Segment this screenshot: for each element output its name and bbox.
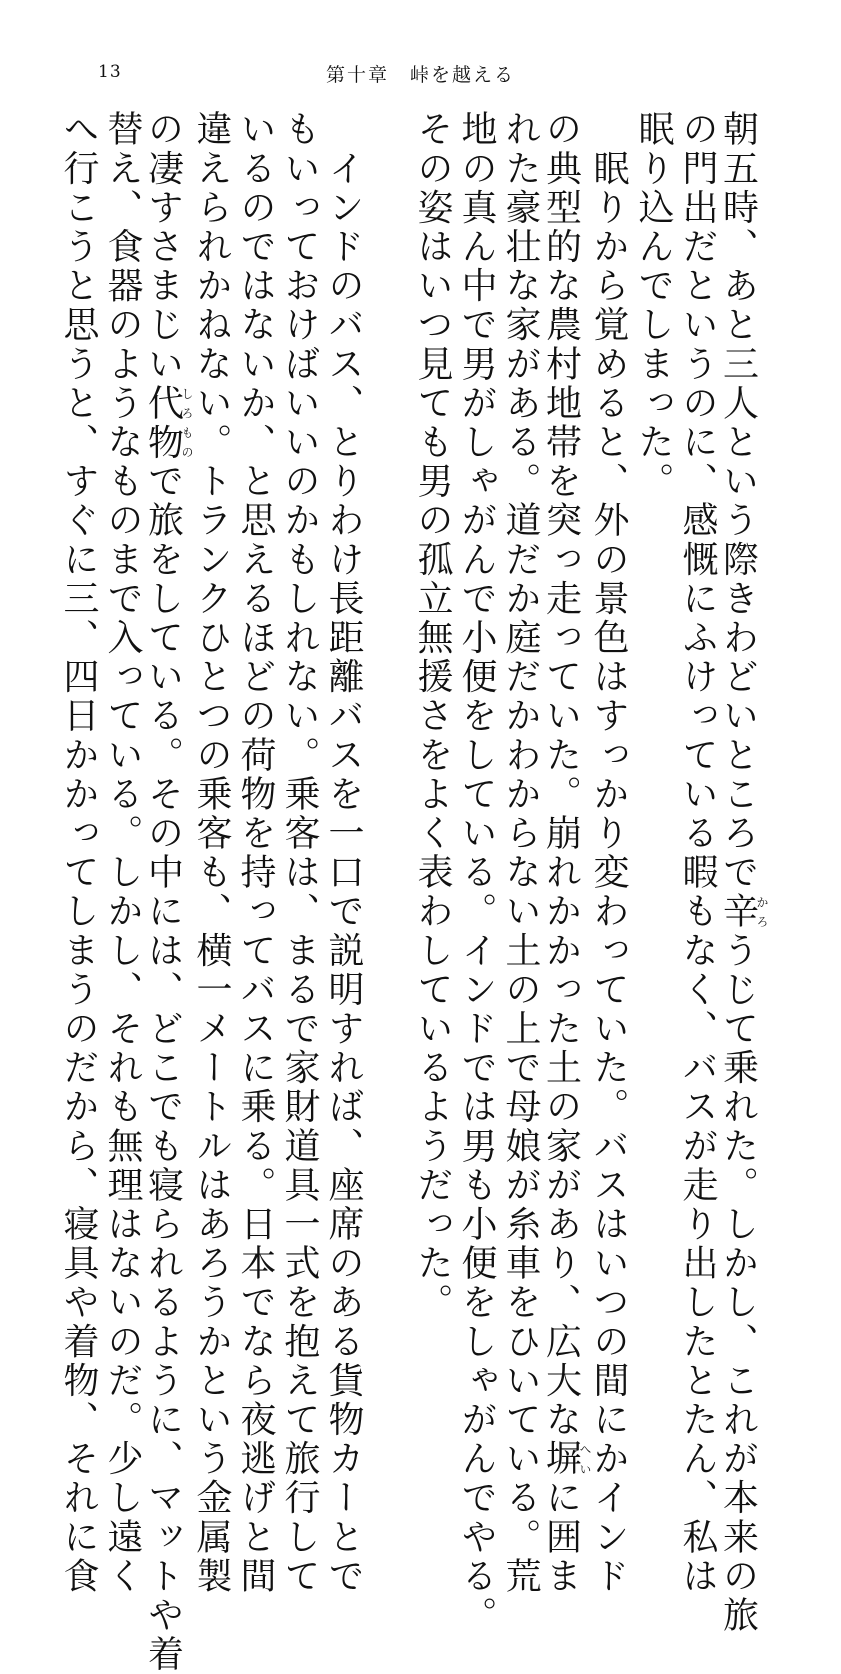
furigana-reading: かろ bbox=[755, 892, 769, 932]
text-column: インドのバス、とりわけ長距離バスを一口で説明すれば、座席のある貨物カーとで bbox=[323, 110, 364, 1596]
text-column: の凄すさまじい代物しろもので旅をしている。その中には、どこでも寝られるように、マットや着 bbox=[142, 110, 194, 1674]
text-column: れた豪壮な家がある。道だか庭だかわからない土の上で母娘が糸車をひいている。荒 bbox=[500, 110, 541, 1596]
text-column: 眠り込んでしまった。 bbox=[633, 110, 674, 501]
furigana: 代物しろもの bbox=[142, 383, 194, 462]
furigana: 辛かろ bbox=[717, 892, 769, 932]
text-column: その姿はいつ見ても男の孤立無援さをよく表わしているようだった。 bbox=[412, 110, 453, 1323]
text-column: 地の真ん中で男がしゃがんで小便をしている。インドでは男も小便をしゃがんでやる。 bbox=[456, 110, 497, 1635]
text-column: へ行こうと思うと、すぐに三、四日かかってしまうのだから、寝具や着物、それに食 bbox=[58, 110, 99, 1596]
furigana-reading: へい bbox=[578, 1439, 592, 1479]
text-column: の門出だというのに、感慨にふけっている暇もなく、バスが走り出したとたん、私は bbox=[677, 110, 718, 1596]
furigana: 塀へい bbox=[540, 1439, 592, 1479]
running-head: 第十章 峠を越える bbox=[325, 64, 515, 86]
text-column: 違えられかねない。トランクひとつの乗客も、横一メートルはあろうかという金属製 bbox=[191, 110, 232, 1596]
text-column: 替え、食器のようなものまで入っている。しかし、それも無理はないのだ。少し遠く bbox=[102, 110, 143, 1596]
page-number: 13 bbox=[98, 62, 122, 82]
furigana-reading: しろもの bbox=[180, 383, 194, 462]
text-column: もいっておけばいいのかもしれない。乗客は、まるで家財道具一式を抱えて旅行して bbox=[279, 110, 320, 1596]
text-column: 朝五時、あと三人という際きわどいところで辛かろうじて乗れた。しかし、これが本来の旅 bbox=[717, 110, 769, 1635]
text-column: いるのではないか、と思えるほどの荷物を持ってバスに乗る。日本でなら夜逃げと間 bbox=[235, 110, 276, 1596]
text-column: 眠りから覚めると、外の景色はすっかり変わっていた。バスはいつの間にかインド bbox=[588, 110, 629, 1596]
text-column: の典型的な農村地帯を突っ走っていた。崩れかかった土の家があり、広大な塀へいに囲ま bbox=[540, 110, 592, 1596]
